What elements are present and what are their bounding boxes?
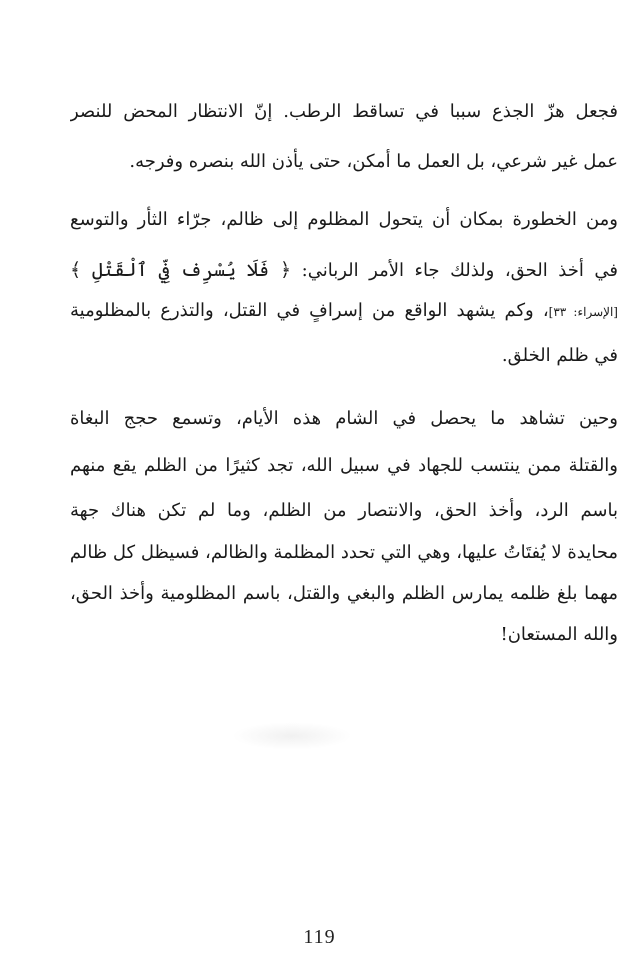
text-line: في ظلم الخلق. <box>501 345 618 366</box>
text-line-with-verse <box>70 255 618 286</box>
quran-verse: ﴿ فَلَا يُسْرِف فِّي ٱلْقَتْلِ ﴾ <box>70 259 292 281</box>
text-line: والقتلة ممن ينتسب للجهاد في سبيل الله، تجد كثيرًا من الظلم يقع منهم <box>70 455 618 476</box>
citation: [الإسراء: ٣٣] <box>548 305 618 319</box>
page-number: 119 <box>303 926 336 948</box>
text-segment: في أخذ الحق، ولذلك جاء الأمر الرباني: <box>301 260 618 281</box>
text-line: باسم الرد، وأخذ الحق، والانتصار من الظلم، وما لم تكن هناك جهة <box>70 500 618 521</box>
text-line: عمل غير شرعي، بل العمل ما أمكن، حتى يأذن الله بنصره وفرجه. <box>129 151 618 172</box>
text-line: مهما بلغ ظلمه يمارس الظلم والبغي والقتل، باسم المظلومية وأخذ الحق، <box>70 583 618 604</box>
text-line-with-citation <box>70 296 618 327</box>
text-line: ومن الخطورة بمكان أن يتحول المظلوم إلى ظالم، جرّاء الثأر والتوسع <box>70 209 618 230</box>
text-line: والله المستعان! <box>500 624 618 645</box>
scan-smudge <box>232 722 352 750</box>
text-segment: ، وكم يشهد الواقع من إسرافٍ في القتل، والتذرع بالمظلومية <box>70 300 549 321</box>
text-line: وحين تشاهد ما يحصل في الشام هذه الأيام، وتسمع حجج البغاة <box>70 408 618 429</box>
text-line: فجعل هزّ الجذع سببا في تساقط الرطب. إنّ الانتظار المحض للنصر <box>70 101 618 122</box>
text-line: محايدة لا يُفتَاتُ عليها، وهي التي تحدد المظلمة والظالم، فسيظل كل ظالم <box>70 542 618 563</box>
